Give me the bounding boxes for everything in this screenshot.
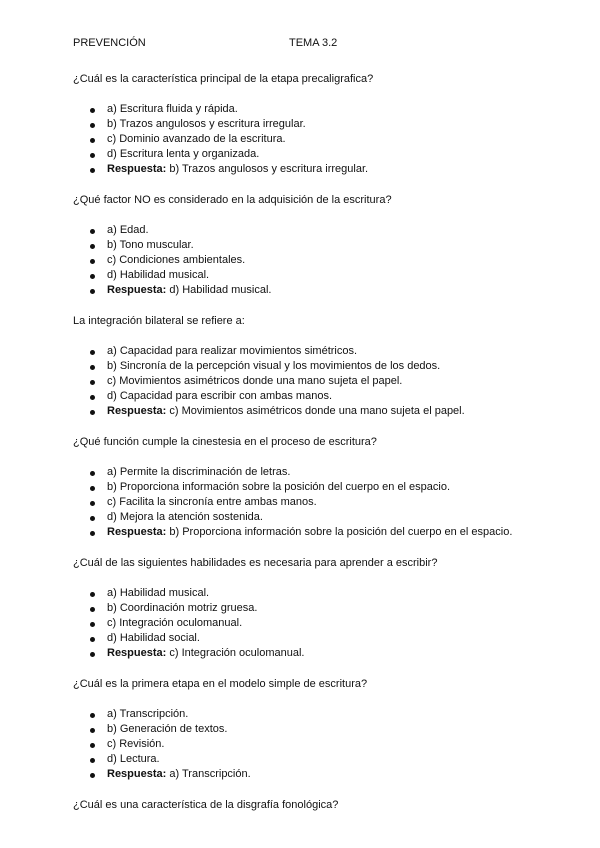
option-item: b) Proporciona información sobre la posición del cuerpo en el espacio. xyxy=(73,480,560,495)
bullet-icon xyxy=(90,637,95,642)
bullet-icon xyxy=(90,289,95,294)
option-item: d) Mejora la atención sostenida. xyxy=(73,510,560,525)
answer-label: Respuesta: xyxy=(107,526,167,538)
option-item: a) Permite la discriminación de letras. xyxy=(73,465,560,480)
bullet-icon xyxy=(90,259,95,264)
option-list xyxy=(73,707,560,782)
answer-label: Respuesta: xyxy=(107,163,167,175)
answer-text: d) Habilidad musical. xyxy=(169,284,272,296)
bullet-icon xyxy=(90,229,95,234)
answer-text: b) Proporciona información sobre la posición del cuerpo en el espacio. xyxy=(169,526,513,538)
bullet-icon xyxy=(90,123,95,128)
option-list xyxy=(73,223,560,298)
bullet-icon xyxy=(90,743,95,748)
answer-item xyxy=(73,525,560,540)
question-text: ¿Cuál de las siguientes habilidades es necesaria para aprender a escribir? xyxy=(73,557,438,569)
bullet-icon xyxy=(90,531,95,536)
option-item: b) Trazos angulosos y escritura irregular. xyxy=(73,117,560,132)
option-item: c) Integración oculomanual. xyxy=(73,616,560,631)
bullet-icon xyxy=(90,758,95,763)
bullet-icon xyxy=(90,471,95,476)
bullet-icon xyxy=(90,365,95,370)
answer-label: Respuesta: xyxy=(107,647,167,659)
bullet-icon xyxy=(90,652,95,657)
question-text: ¿Qué función cumple la cinestesia en el proceso de escritura? xyxy=(73,436,377,448)
option-item: d) Capacidad para escribir con ambas manos. xyxy=(73,389,560,404)
bullet-icon xyxy=(90,395,95,400)
option-item: c) Revisión. xyxy=(73,737,560,752)
answer-item xyxy=(73,404,560,419)
answer-label: Respuesta: xyxy=(107,768,167,780)
question-text: ¿Qué factor NO es considerado en la adquisición de la escritura? xyxy=(73,194,392,206)
bullet-icon xyxy=(90,350,95,355)
bullet-icon xyxy=(90,244,95,249)
option-item: c) Facilita la sincronía entre ambas manos. xyxy=(73,495,560,510)
option-item: d) Habilidad musical. xyxy=(73,268,560,283)
question-list xyxy=(73,72,560,828)
option-list xyxy=(73,102,560,177)
answer-text: a) Transcripción. xyxy=(169,768,251,780)
bullet-icon xyxy=(90,501,95,506)
answer-text: c) Movimientos asimétricos donde una mano sujeta el papel. xyxy=(169,405,465,417)
bullet-icon xyxy=(90,713,95,718)
answer-item xyxy=(73,767,560,782)
header-subject: PREVENCIÓN xyxy=(73,37,146,49)
option-item: c) Movimientos asimétricos donde una mano sujeta el papel. xyxy=(73,374,560,389)
option-item: a) Capacidad para realizar movimientos simétricos. xyxy=(73,344,560,359)
answer-label: Respuesta: xyxy=(107,284,167,296)
question-text: ¿Cuál es la primera etapa en el modelo simple de escritura? xyxy=(73,678,368,690)
bullet-icon xyxy=(90,380,95,385)
option-item: d) Lectura. xyxy=(73,752,560,767)
answer-item xyxy=(73,646,560,661)
option-item: a) Escritura fluida y rápida. xyxy=(73,102,560,117)
bullet-icon xyxy=(90,153,95,158)
option-item: b) Sincronía de la percepción visual y los movimientos de los dedos. xyxy=(73,359,560,374)
page-header xyxy=(73,37,560,51)
option-list xyxy=(73,344,560,419)
header-topic: TEMA 3.2 xyxy=(289,37,338,49)
option-item: d) Habilidad social. xyxy=(73,631,560,646)
answer-label: Respuesta: xyxy=(107,405,167,417)
bullet-icon xyxy=(90,607,95,612)
option-item: c) Condiciones ambientales. xyxy=(73,253,560,268)
answer-text: c) Integración oculomanual. xyxy=(169,647,305,659)
bullet-icon xyxy=(90,622,95,627)
answer-item xyxy=(73,162,560,177)
option-list xyxy=(73,586,560,661)
bullet-icon xyxy=(90,486,95,491)
bullet-icon xyxy=(90,138,95,143)
final-question-text: ¿Cuál es una característica de la disgrafía fonológica? xyxy=(73,799,339,811)
option-list xyxy=(73,465,560,540)
option-item: b) Coordinación motriz gruesa. xyxy=(73,601,560,616)
question-text: La integración bilateral se refiere a: xyxy=(73,315,245,327)
bullet-icon xyxy=(90,274,95,279)
option-item: a) Habilidad musical. xyxy=(73,586,560,601)
bullet-icon xyxy=(90,592,95,597)
bullet-icon xyxy=(90,108,95,113)
bullet-icon xyxy=(90,410,95,415)
bullet-icon xyxy=(90,728,95,733)
bullet-icon xyxy=(90,516,95,521)
option-item: c) Dominio avanzado de la escritura. xyxy=(73,132,560,147)
bullet-icon xyxy=(90,773,95,778)
option-item: d) Escritura lenta y organizada. xyxy=(73,147,560,162)
option-item: a) Edad. xyxy=(73,223,560,238)
option-item: a) Transcripción. xyxy=(73,707,560,722)
question-text: ¿Cuál es la característica principal de la etapa precaligrafica? xyxy=(73,73,374,85)
bullet-icon xyxy=(90,168,95,173)
answer-item xyxy=(73,283,560,298)
option-item: b) Tono muscular. xyxy=(73,238,560,253)
answer-text: b) Trazos angulosos y escritura irregular. xyxy=(169,163,369,175)
option-item: b) Generación de textos. xyxy=(73,722,560,737)
